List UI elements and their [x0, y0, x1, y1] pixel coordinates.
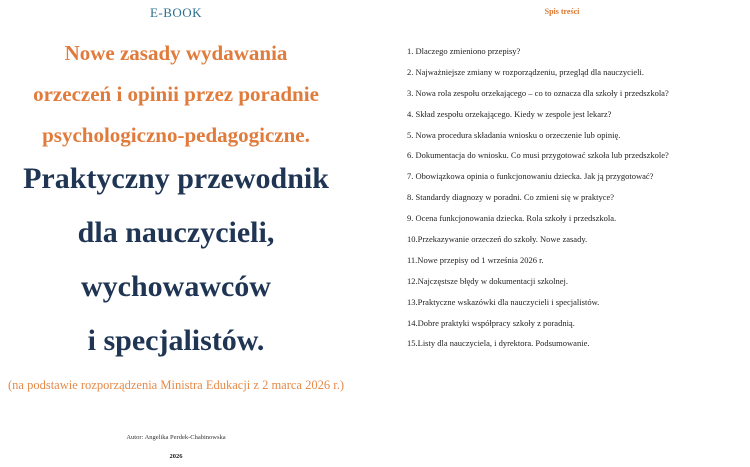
ebook-title [0, 33, 352, 156]
ebook-title-line: Nowe zasady wydawania [64, 41, 288, 65]
ebook-subtitle-line: wychowawców [81, 270, 271, 303]
ebook-subtitle-line: dla nauczycieli, [77, 216, 275, 249]
ebook-subtitle-line: i specjalistów. [87, 324, 265, 357]
toc-item: 3. Nowa rola zespołu orzekającego – co to oznacza dla szkoły i przedszkola? [407, 87, 669, 98]
ebook-title-line: psychologiczno-pedagogiczne. [42, 123, 310, 147]
toc-item: 2. Najważniejsze zmiany w rozporządzeniu, przegląd dla nauczycieli. [407, 66, 644, 77]
cover-page [0, 0, 352, 467]
toc-item: 10.Przekazywanie orzeczeń do szkoły. Nowe zasady. [407, 234, 588, 245]
toc-item: 13.Praktyczne wskazówki dla nauczycieli i specjalistów. [407, 296, 600, 307]
toc-item: 15.Listy dla nauczyciela, i dyrektora. Podsumowanie. [407, 338, 590, 349]
toc-item: 7. Obowiązkowa opinia o funkcjonowaniu dziecka. Jak ją przygotować? [407, 171, 654, 182]
toc-page [374, 0, 750, 467]
ebook-label: E-BOOK [149, 5, 203, 20]
toc-item: 6. Dokumentacja do wniosku. Co musi przygotować szkoła lub przedszkole? [407, 150, 669, 161]
ebook-subtitle-line: Praktyczny przewodnik [23, 162, 329, 195]
publication-year: 2026 [169, 453, 183, 460]
author-line: Autor: Angelika Perdek-Chabinowska [126, 434, 226, 441]
toc-title: Spis treści [544, 7, 580, 16]
toc-item: 1. Dlaczego zmieniono przepisy? [407, 46, 521, 56]
toc-item: 11.Nowe przepisy od 1 września 2026 r. [407, 254, 544, 265]
toc-item: 14.Dobre praktyki współpracy szkoły z poradnią. [407, 317, 575, 328]
toc-item: 12.Najczęstsze błędy w dokumentacji szkolnej. [407, 275, 568, 286]
toc-item: 5. Nowa procedura składania wniosku o orzeczenie lub opinię. [407, 129, 621, 140]
ebook-title-line: orzeczeń i opinii przez poradnie [33, 82, 319, 106]
toc-list [407, 45, 669, 358]
toc-item: 4. Skład zespołu orzekającego. Kiedy w zespole jest lekarz? [407, 108, 612, 119]
toc-item: 9. Ocena funkcjonowania dziecka. Rola szkoły i przedszkola. [407, 213, 617, 224]
legal-basis-note: (na podstawie rozporządzenia Ministra Edukacji z 2 marca 2026 r.) [8, 378, 344, 392]
toc-item: 8. Standardy diagnozy w poradni. Co zmieni się w praktyce? [407, 192, 615, 203]
ebook-subtitle [0, 152, 352, 368]
